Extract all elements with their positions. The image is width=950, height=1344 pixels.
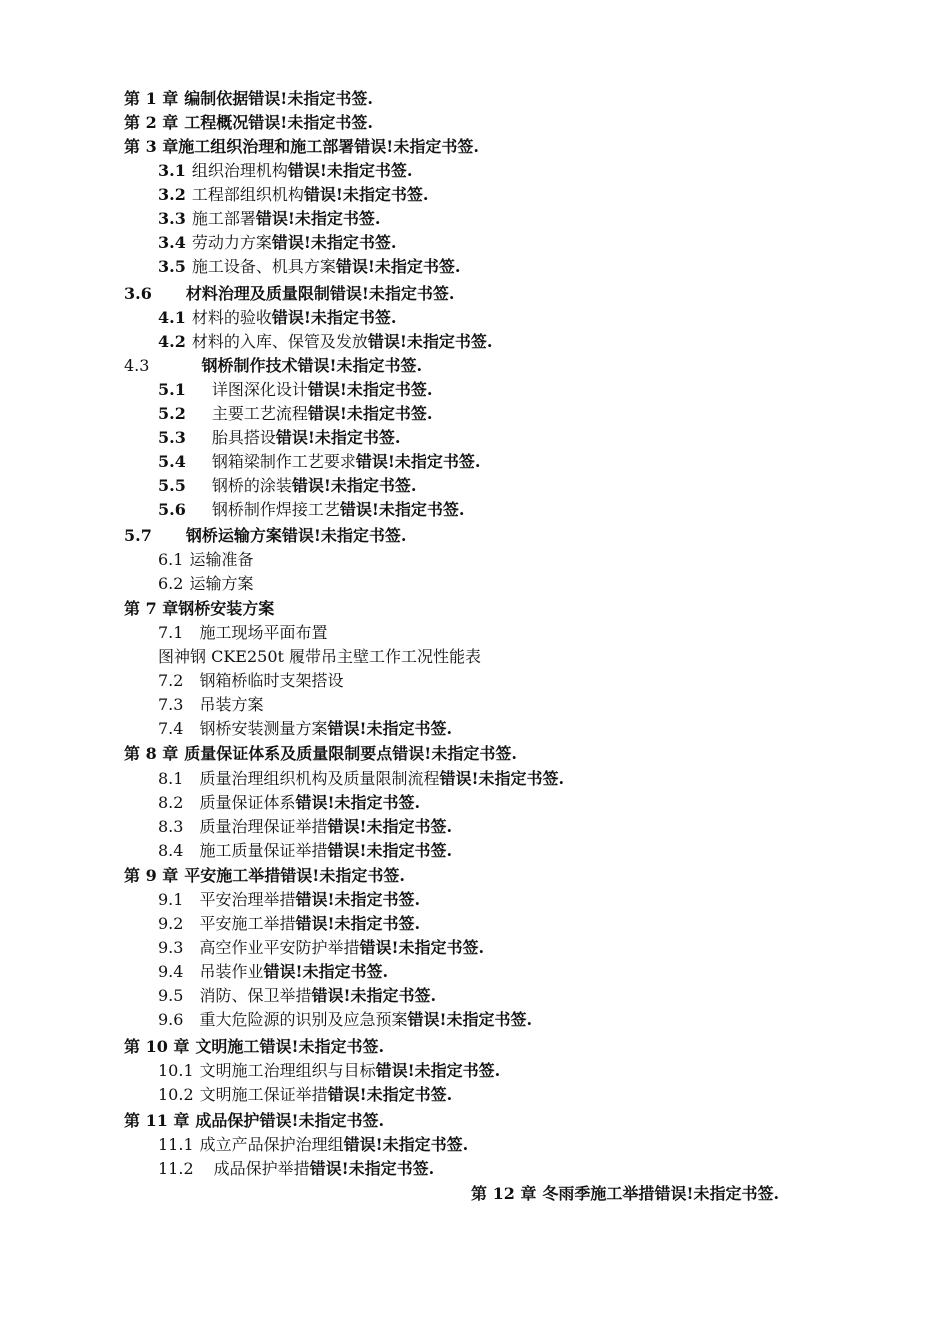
toc-section-9-1[interactable]: 9.1 平安治理举措错误!未指定书签. xyxy=(158,890,421,909)
toc-chapter-11[interactable]: 第 11 章 成品保护错误!未指定书签. xyxy=(124,1111,385,1130)
toc-section-6-1[interactable]: 6.1 运输准备 xyxy=(158,550,254,569)
toc-section-8-4[interactable]: 8.4 施工质量保证举措错误!未指定书签. xyxy=(158,841,453,860)
toc-section-9-6[interactable]: 9.6 重大危险源的识别及应急预案错误!未指定书签. xyxy=(158,1010,533,1029)
toc-chapter-12[interactable]: 第 12 章 冬雨季施工举措错误!未指定书签. xyxy=(471,1184,780,1203)
toc-section-9-3[interactable]: 9.3 高空作业平安防护举措错误!未指定书签. xyxy=(158,938,485,957)
toc-section-7-2[interactable]: 7.2 钢箱桥临时支架搭设 xyxy=(158,671,344,690)
toc-chapter-4[interactable]: 3.6 材料治理及质量限制错误!未指定书签. xyxy=(124,284,455,303)
toc-section-8-1[interactable]: 8.1 质量治理组织机构及质量限制流程错误!未指定书签. xyxy=(158,769,565,788)
toc-section-3-2[interactable]: 3.2 工程部组织机构错误!未指定书签. xyxy=(158,185,429,204)
toc-section-6-2[interactable]: 6.2 运输方案 xyxy=(158,574,254,593)
toc-section-7-1[interactable]: 7.1 施工现场平面布置 xyxy=(158,623,328,642)
toc-section-5-5[interactable]: 5.5 钢桥的涂装错误!未指定书签. xyxy=(158,476,417,495)
toc-chapter-3[interactable]: 第 3 章施工组织治理和施工部署错误!未指定书签. xyxy=(124,137,479,156)
toc-section-5-6[interactable]: 5.6 钢桥制作焊接工艺错误!未指定书签. xyxy=(158,500,465,519)
toc-section-10-1[interactable]: 10.1 文明施工治理组织与目标错误!未指定书签. xyxy=(158,1061,501,1080)
toc-section-8-2[interactable]: 8.2 质量保证体系错误!未指定书签. xyxy=(158,793,421,812)
toc-chapter-1[interactable]: 第 1 章 编制依据错误!未指定书签. xyxy=(124,89,373,108)
toc-section-9-2[interactable]: 9.2 平安施工举措错误!未指定书签. xyxy=(158,914,421,933)
toc-section-5-3[interactable]: 5.3 胎具搭设错误!未指定书签. xyxy=(158,428,401,447)
toc-chapter-10[interactable]: 第 10 章 文明施工错误!未指定书签. xyxy=(124,1037,385,1056)
toc-chapter-7[interactable]: 第 7 章钢桥安装方案 xyxy=(124,599,275,618)
toc-section-3-4[interactable]: 3.4 劳动力方案错误!未指定书签. xyxy=(158,233,397,252)
toc-section-11-2[interactable]: 11.2 成品保护举措错误!未指定书签. xyxy=(158,1159,435,1178)
toc-section-4-2[interactable]: 4.2 材料的入库、保管及发放错误!未指定书签. xyxy=(158,332,493,351)
toc-section-5-2[interactable]: 5.2 主要工艺流程错误!未指定书签. xyxy=(158,404,433,423)
toc-section-3-3[interactable]: 3.3 施工部署错误!未指定书签. xyxy=(158,209,381,228)
toc-section-5-1[interactable]: 5.1 详图深化设计错误!未指定书签. xyxy=(158,380,433,399)
toc-section-10-2[interactable]: 10.2 文明施工保证举措错误!未指定书签. xyxy=(158,1085,453,1104)
toc-section-9-5[interactable]: 9.5 消防、保卫举措错误!未指定书签. xyxy=(158,986,437,1005)
toc-figure-crane-table[interactable]: 图神钢 CKE250t 履带吊主壁工作工况性能表 xyxy=(158,647,482,666)
toc-chapter-6[interactable]: 5.7 钢桥运输方案错误!未指定书签. xyxy=(124,526,407,545)
toc-section-9-4[interactable]: 9.4 吊装作业错误!未指定书签. xyxy=(158,962,389,981)
toc-section-7-4[interactable]: 7.4 钢桥安装测量方案错误!未指定书签. xyxy=(158,719,453,738)
toc-section-8-3[interactable]: 8.3 质量治理保证举措错误!未指定书签. xyxy=(158,817,453,836)
toc-section-11-1[interactable]: 11.1 成立产品保护治理组错误!未指定书签. xyxy=(158,1135,469,1154)
toc-chapter-5[interactable]: 4.3 钢桥制作技术错误!未指定书签. xyxy=(124,356,423,375)
toc-section-3-1[interactable]: 3.1 组织治理机构错误!未指定书签. xyxy=(158,161,413,180)
toc-chapter-9[interactable]: 第 9 章 平安施工举措错误!未指定书签. xyxy=(124,866,405,885)
toc-chapter-8[interactable]: 第 8 章 质量保证体系及质量限制要点错误!未指定书签. xyxy=(124,744,517,763)
toc-section-5-4[interactable]: 5.4 钢箱梁制作工艺要求错误!未指定书签. xyxy=(158,452,481,471)
toc-section-4-1[interactable]: 4.1 材料的验收错误!未指定书签. xyxy=(158,308,397,327)
toc-section-3-5[interactable]: 3.5 施工设备、机具方案错误!未指定书签. xyxy=(158,257,461,276)
toc-chapter-2[interactable]: 第 2 章 工程概况错误!未指定书签. xyxy=(124,113,373,132)
toc-section-7-3[interactable]: 7.3 吊装方案 xyxy=(158,695,264,714)
